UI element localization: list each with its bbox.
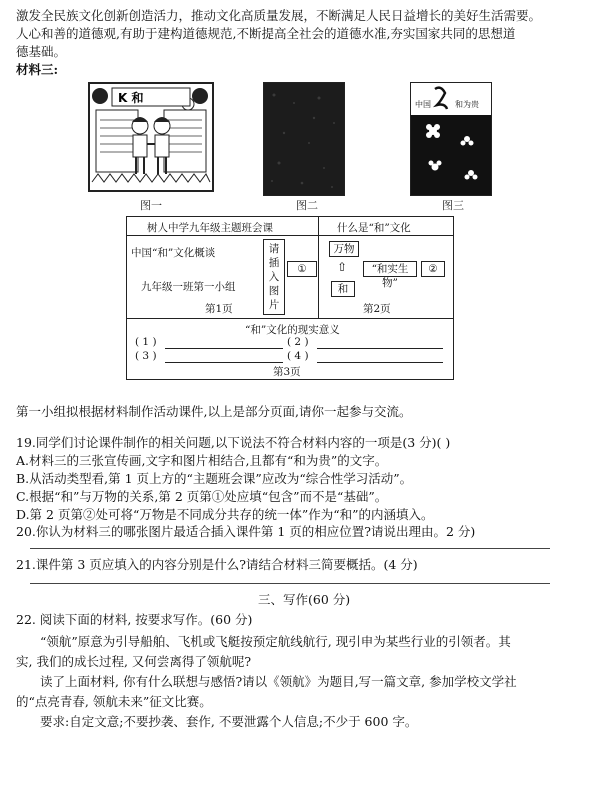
- figure-2-dark-image: [263, 82, 345, 196]
- blank-4-line: [317, 362, 443, 363]
- flower-artwork: [411, 83, 491, 195]
- q22-para1-line2: 实, 我们的成长过程, 又何尝离得了领航呢?: [16, 654, 252, 669]
- noise-texture: [264, 83, 344, 195]
- section-3-heading: 三、写作(60 分): [258, 592, 351, 607]
- intro-line-3: 德基础。: [16, 44, 67, 59]
- wanwu-box: 万物: [329, 241, 359, 257]
- slide-page-3: [126, 318, 454, 380]
- fig3-caption: 图三: [442, 199, 464, 212]
- insert-char-4: 图: [268, 285, 280, 297]
- intro-line-2: 人心和善的道德观,有助于建构道德规范,不断提高全社会的道德水准,夯实国家共同的思想道: [16, 26, 516, 41]
- q20-answer-line: [30, 548, 550, 549]
- he-box: 和: [331, 281, 355, 297]
- insert-char-3: 入: [268, 271, 280, 283]
- q22-para2-line2: 的“点亮青春, 领航未来”征文比赛。: [16, 694, 212, 709]
- insert-char-2: 插: [268, 257, 280, 269]
- q19-option-a: A.材料三的三张宣传画,文字和图片相结合,且都有“和为贵”的文字。: [16, 453, 388, 468]
- q22-para1-line1: “领航”原意为引导船舶、飞机或飞艇按预定航线航行, 现引申为某些行业的引领者。其: [40, 634, 511, 649]
- q21-text: 21.课件第 3 页应填入的内容分别是什么?请结合材料三简要概括。(4 分): [16, 557, 418, 572]
- slide1-title: 树人中学九年级主题班会课: [147, 222, 273, 234]
- fig1-caption: 图一: [140, 199, 162, 212]
- slide3-page-label: 第3页: [273, 366, 301, 378]
- q21-answer-line: [30, 583, 550, 584]
- blank-3-label: ( 3 ): [135, 350, 157, 362]
- blank-1-label: ( 1 ): [135, 336, 157, 348]
- q20-text: 20.你认为材料三的哪张图片最适合插入课件第 1 页的相应位置?请说出理由。2 分): [16, 524, 476, 539]
- slide1-subtitle: 中国“和”文化概谈: [131, 247, 216, 259]
- figure-1-poster: [88, 82, 214, 192]
- banner-text: K 和: [118, 91, 144, 105]
- material3-label: 材料三:: [16, 62, 59, 77]
- fig2-caption: 图二: [296, 199, 318, 212]
- fig3-title-b: 和为贵: [455, 100, 479, 109]
- slot-2-box: ②: [421, 261, 445, 277]
- slide1-page-label: 第1页: [205, 303, 233, 315]
- figure-3-calligraphy-poster: [410, 82, 492, 196]
- q19-option-b: B.从活动类型看,第 1 页上方的“主题班会课”应改为“综合性学习活动”。: [16, 471, 413, 486]
- slide-page-2: [297, 216, 454, 320]
- q22-requirements: 要求:自定文意;不要抄袭、套作, 不要泄露个人信息;不少于 600 字。: [40, 714, 418, 729]
- fig3-title-a: 中国: [415, 100, 431, 109]
- insert-char-1: 请: [268, 243, 280, 255]
- poster-illustration: [88, 82, 214, 192]
- blank-3-line: [165, 362, 283, 363]
- heshi-box: “和实生物”: [363, 261, 417, 277]
- insert-picture-placeholder: [263, 239, 285, 315]
- blank-2-label: ( 2 ): [287, 336, 309, 348]
- blank-1-line: [165, 348, 283, 349]
- q19-option-c: C.根据“和”与万物的关系,第 2 页第①处应填“包含”而不是“基础”。: [16, 489, 388, 504]
- q22-stem: 22. 阅读下面的材料, 按要求写作。(60 分): [16, 612, 253, 627]
- q22-para2-line1: 读了上面材料, 你有什么联想与感悟?请以《领航》为题目,写一篇文章, 参加学校文学社: [40, 674, 517, 689]
- slot-1-box: ①: [287, 261, 317, 277]
- q19-option-d: D.第 2 页第②处可将“万物是不同成分共存的统一体”作为“和”的内涵填入。: [16, 507, 434, 522]
- blank-4-label: ( 4 ): [287, 350, 309, 362]
- intro-line-1: 激发全民族文化创新创造活力，推动文化高质量发展，不断满足人民日益增长的美好生活需要。: [16, 8, 542, 23]
- q19-stem: 19.同学们讨论课件制作的相关问题,以下说法不符合材料内容的一项是(3 分)( ): [16, 435, 451, 450]
- slide3-title: “和”文化的现实意义: [245, 324, 340, 336]
- slide2-page-label: 第2页: [363, 303, 391, 315]
- blank-2-line: [317, 348, 443, 349]
- slide2-title: 什么是“和”文化: [337, 222, 411, 234]
- insert-char-5: 片: [268, 299, 280, 311]
- after-slides-text: 第一小组拟根据材料制作活动课件,以上是部分页面,请你一起参与交流。: [16, 404, 412, 419]
- up-arrow-icon: ⇧: [337, 260, 348, 274]
- slide1-group: 九年级一班第一小组: [141, 281, 236, 293]
